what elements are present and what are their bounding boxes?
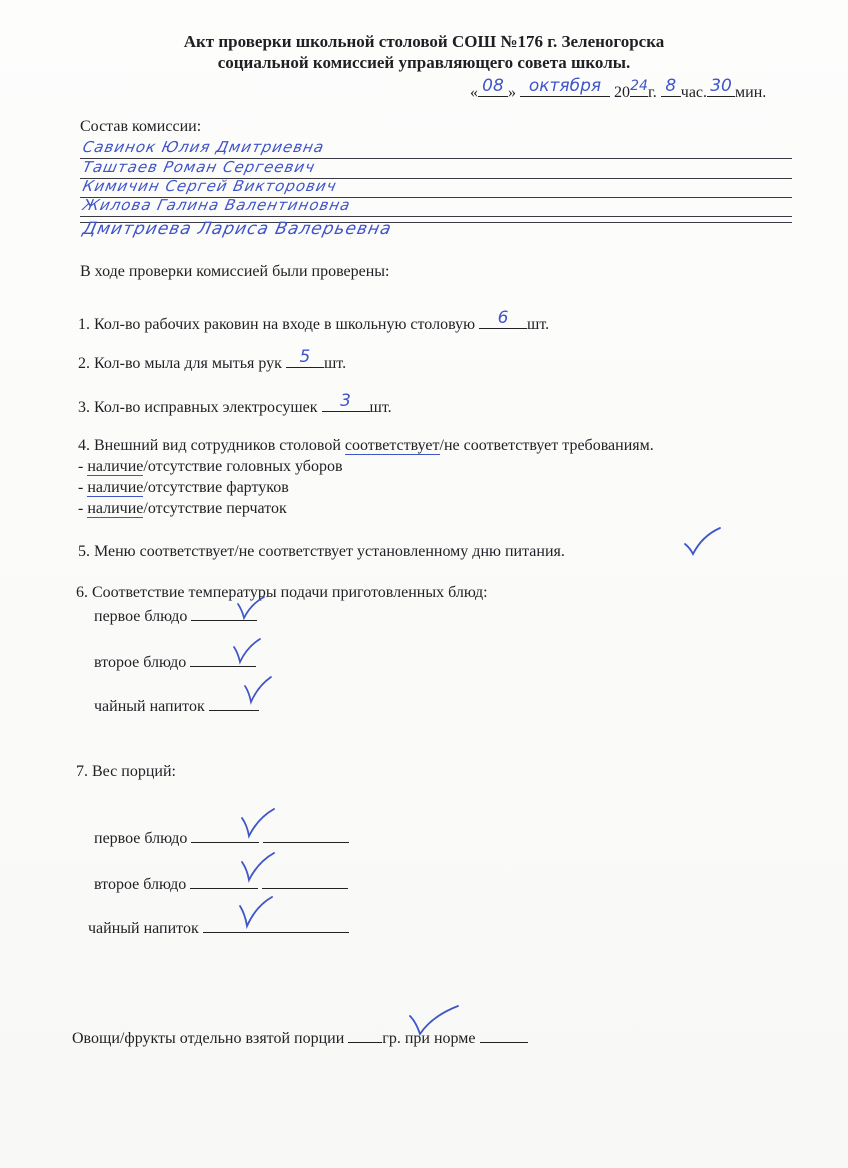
intro-text: В ходе проверки комиссией были проверены: [80, 263, 390, 280]
commission-member[interactable]: Кимичин Сергей Викторович [81, 177, 339, 195]
checkmark-icon[interactable] [238, 896, 274, 928]
commission-member[interactable]: Таштаев Роман Сергеевич [81, 158, 318, 176]
minute-field[interactable]: 30 [707, 80, 735, 97]
commission-member[interactable]: Савинок Юлия Дмитриевна [81, 138, 327, 156]
commission-member[interactable]: Дмитриева Лариса Валерьевна [80, 219, 394, 239]
gloves-option-selected[interactable]: наличие [87, 500, 144, 517]
appearance-option-selected[interactable]: соответствует [344, 437, 440, 454]
year-field[interactable]: 24 [630, 80, 648, 97]
item-4-subitem: - наличие/отсутствие головных уборов [78, 458, 343, 475]
vegetables-fruits-line: Овощи/фрукты отдельно взятой порции гр. при норме [72, 1026, 528, 1048]
temp-second-course: второе блюдо [94, 650, 256, 672]
checkmark-icon[interactable] [236, 596, 266, 620]
checkmark-icon[interactable] [240, 808, 276, 838]
headwear-option-selected[interactable]: наличие [87, 458, 144, 475]
inspection-datetime: « 08 » октября 20 24 г. 8 час. 30 мин. [470, 76, 767, 101]
dryers-count-field[interactable]: 3 [322, 395, 370, 412]
item-7: 7. Вес порций: [76, 763, 176, 780]
document-title-line2: социальной комиссией управляющего совета школы. [217, 53, 631, 72]
item-1: 1. Кол-во рабочих раковин на входе в школьную столовую 6 шт. [78, 308, 550, 333]
checkmark-icon[interactable] [408, 1004, 460, 1036]
vegetables-weight-field[interactable] [348, 1026, 382, 1043]
sinks-count-field[interactable]: 6 [479, 312, 527, 329]
aprons-option-selected[interactable]: наличие [87, 479, 144, 496]
weight-drink-field[interactable] [203, 916, 349, 933]
weight-first-norm-field[interactable] [263, 826, 349, 843]
soap-count-field[interactable]: 5 [286, 351, 324, 368]
checkmark-icon[interactable] [243, 676, 273, 704]
member-line [80, 216, 792, 217]
day-field[interactable]: 08 [478, 80, 508, 97]
checkmark-icon[interactable] [240, 852, 276, 882]
item-2: 2. Кол-во мыла для мытья рук 5 шт. [78, 347, 347, 372]
month-field[interactable]: октября [520, 80, 610, 97]
commission-label: Состав комиссии: [80, 118, 202, 135]
checkmark-icon[interactable] [232, 638, 262, 664]
item-6: 6. Соответствие температуры подачи приготовленных блюд: [76, 584, 488, 601]
document-title-line1: Акт проверки школьной столовой СОШ №176 г. Зеленогорска [183, 32, 665, 51]
item-4: 4. Внешний вид сотрудников столовой соответствует/не соответствует требованиям. [78, 437, 654, 454]
commission-member[interactable]: Жилова Галина Валентиновна [81, 196, 353, 214]
temp-first-course: первое блюдо [94, 604, 257, 626]
weight-second-course: второе блюдо [94, 872, 348, 894]
checkmark-icon[interactable] [682, 526, 722, 556]
item-4-subitem: - наличие/отсутствие фартуков [78, 479, 289, 496]
vegetables-norm-field[interactable] [480, 1026, 528, 1043]
hour-field[interactable]: 8 [661, 80, 681, 97]
item-5: 5. Меню соответствует/не соответствует установленному дню питания. [78, 543, 565, 560]
weight-first-course: первое блюдо [94, 826, 349, 848]
temp-drink: чайный напиток [94, 694, 259, 716]
weight-drink: чайный напиток [88, 916, 349, 938]
item-4-subitem: - наличие/отсутствие перчаток [78, 500, 287, 517]
item-3: 3. Кол-во исправных электросушек 3 шт. [78, 391, 392, 416]
